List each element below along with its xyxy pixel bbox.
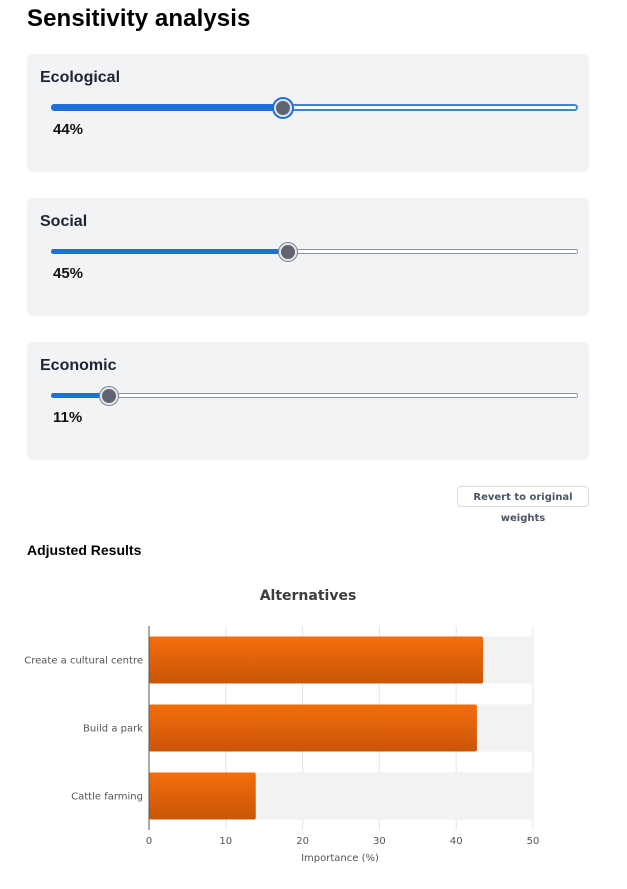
- revert-weights-button[interactable]: Revert to original weights: [457, 486, 589, 507]
- bar: [149, 705, 477, 752]
- alternatives-bar-chart: [0, 570, 627, 870]
- x-tick-label: 40: [449, 836, 463, 847]
- chart-title: Alternatives: [259, 588, 357, 604]
- bar: [149, 773, 256, 820]
- weight-card-ecological: [27, 54, 589, 172]
- slider-fill: [51, 249, 288, 254]
- weight-label: Economic: [40, 357, 117, 374]
- weight-label: Social: [40, 213, 88, 230]
- bar: [149, 637, 483, 684]
- weight-label: Ecological: [40, 69, 121, 86]
- results-title: Adjusted Results: [27, 542, 142, 558]
- category-label: Cattle farming: [71, 791, 143, 803]
- weight-value: 45%: [53, 265, 84, 282]
- slider-track[interactable]: [51, 393, 578, 398]
- x-tick-label: 50: [526, 836, 540, 847]
- ecological-weight-slider[interactable]: [51, 104, 578, 112]
- slider-thumb[interactable]: [274, 99, 292, 117]
- slider-thumb[interactable]: [100, 387, 118, 405]
- weight-value: 44%: [53, 121, 84, 138]
- economic-weight-slider[interactable]: [51, 392, 578, 400]
- x-tick-label: 10: [219, 836, 233, 847]
- slider-thumb[interactable]: [279, 243, 297, 261]
- x-axis-label: Importance (%): [301, 853, 379, 864]
- x-tick-label: 30: [373, 836, 386, 847]
- weight-value: 11%: [53, 409, 83, 426]
- x-tick-label: 0: [145, 836, 153, 847]
- weight-card-social: [27, 198, 589, 316]
- category-label: Create a cultural centre: [24, 655, 143, 667]
- slider-fill: [51, 104, 283, 111]
- category-label: Build a park: [83, 723, 143, 735]
- page-title: Sensitivity analysis: [27, 5, 251, 32]
- social-weight-slider[interactable]: [51, 248, 578, 256]
- x-tick-label: 20: [296, 836, 309, 847]
- weight-card-economic: [27, 342, 589, 460]
